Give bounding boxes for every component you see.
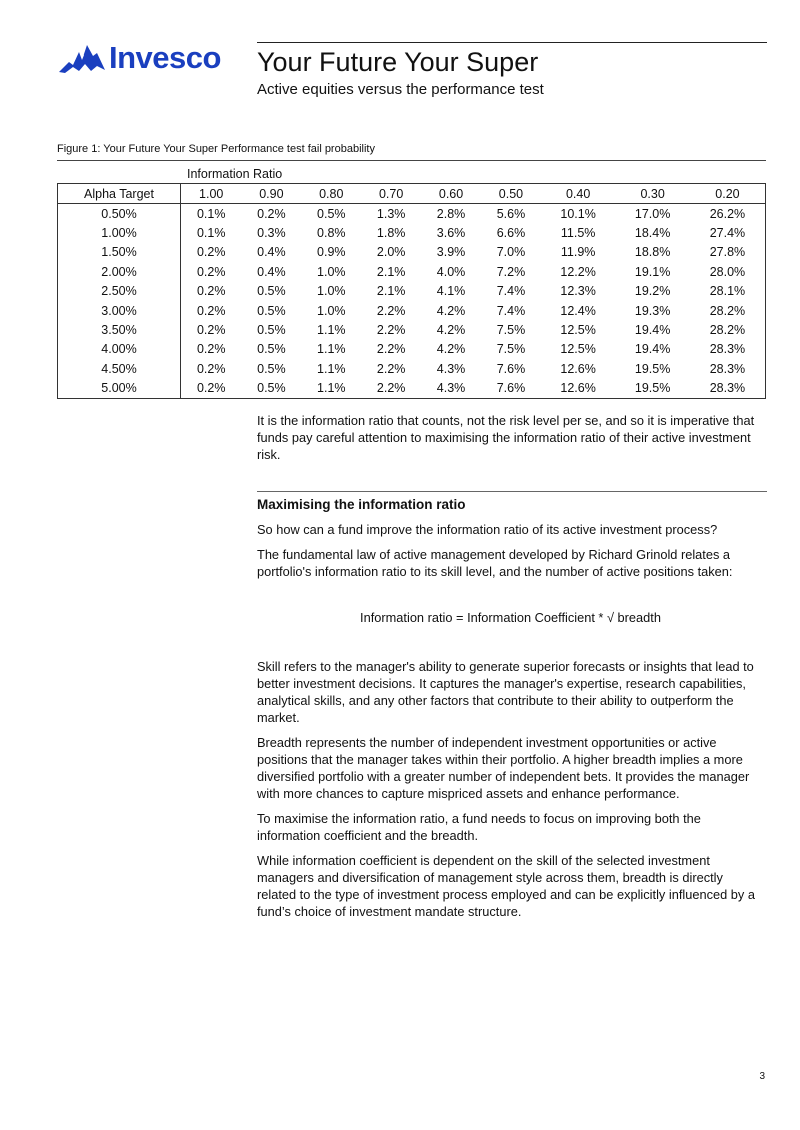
- probability-cell: 7.4%: [496, 303, 526, 318]
- probability-cell: 0.1%: [196, 226, 226, 241]
- ir-column-header: 0.60: [421, 184, 481, 204]
- probability-cell: 6.6%: [496, 226, 526, 241]
- probability-cell: 28.1%: [690, 282, 766, 301]
- probability-cell: 4.2%: [436, 303, 466, 318]
- probability-cell: 7.5%: [496, 342, 526, 357]
- section-heading: Maximising the information ratio: [257, 497, 466, 512]
- intro-paragraph: It is the information ratio that counts, not the risk level per se, and so it is imperative that funds pay careful attention to maximising the information ratio of their active investment risk.: [257, 413, 755, 462]
- alpha-target-cell: 3.00%: [58, 301, 181, 320]
- table-row: [58, 223, 766, 242]
- probability-cell: 5.6%: [496, 206, 526, 221]
- probability-cell: 1.3%: [376, 206, 406, 221]
- logo-wordmark: Invesco: [109, 40, 221, 75]
- probability-cell: 19.5%: [634, 361, 671, 376]
- probability-cell: 1.1%: [317, 361, 346, 376]
- probability-cell: 7.0%: [496, 245, 526, 260]
- probability-cell: 18.4%: [634, 226, 671, 241]
- probability-cell: 0.8%: [317, 226, 346, 241]
- probability-cell: 7.5%: [496, 323, 526, 338]
- probability-cell: 28.2%: [690, 320, 766, 339]
- probability-cell: 0.3%: [257, 226, 286, 241]
- probability-cell: 11.5%: [560, 226, 596, 241]
- probability-cell: 0.5%: [257, 361, 286, 376]
- table-row: [58, 204, 766, 224]
- section-intro: [257, 521, 764, 588]
- probability-cell: 4.0%: [436, 264, 466, 279]
- probability-cell: 12.2%: [560, 264, 596, 279]
- probability-cell: 0.1%: [196, 206, 226, 221]
- probability-cell: 19.1%: [634, 264, 671, 279]
- table-header-row: [58, 184, 766, 204]
- probability-cell: 3.9%: [436, 245, 466, 260]
- page-number: 3: [759, 1071, 765, 1082]
- ir-column-header: 0.20: [690, 184, 766, 204]
- probability-cell: 0.2%: [181, 379, 242, 399]
- ir-column-header: 0.40: [541, 184, 616, 204]
- paragraph-1: So how can a fund improve the information ratio of its active investment process?: [257, 522, 718, 537]
- probability-cell: 4.3%: [436, 361, 466, 376]
- probability-cell: 7.2%: [496, 264, 526, 279]
- probability-cell: 12.5%: [560, 323, 596, 338]
- probability-cell: 2.2%: [376, 323, 406, 338]
- alpha-target-cell: 0.50%: [58, 204, 181, 224]
- table-row: [58, 243, 766, 262]
- probability-cell: 26.2%: [690, 204, 766, 224]
- ir-column-header: 0.90: [241, 184, 301, 204]
- section-rule: [257, 491, 767, 492]
- alpha-target-cell: 1.00%: [58, 223, 181, 242]
- probability-cell: 19.4%: [634, 342, 671, 357]
- probability-cell: 7.6%: [496, 361, 526, 376]
- probability-cell: 0.5%: [257, 284, 286, 299]
- ir-column-header: 0.50: [481, 184, 541, 204]
- probability-cell: 2.2%: [376, 342, 406, 357]
- alpha-target-cell: 4.00%: [58, 340, 181, 359]
- page-title: Your Future Your Super: [257, 47, 539, 77]
- page-subtitle: Active equities versus the performance test: [257, 81, 544, 98]
- paragraph-6: While information coefficient is dependent on the skill of the selected investment managers and diversification of management style across them, breadth is directly related to the type of investment process employed and can be explicitly influenced by a fund’s choice of investment mandate structure.: [257, 853, 755, 919]
- paragraph-2: The fundamental law of active management developed by Richard Grinold relates a portfolio's information ratio to its skill level, and the number of active positions taken:: [257, 547, 733, 579]
- probability-cell: 0.2%: [196, 342, 226, 357]
- alpha-target-cell: 1.50%: [58, 243, 181, 262]
- probability-cell: 28.3%: [690, 359, 766, 378]
- table-row: [58, 340, 766, 359]
- probability-cell: 1.1%: [301, 379, 361, 399]
- table-row: [58, 262, 766, 281]
- probability-cell: 2.8%: [436, 206, 466, 221]
- probability-cell: 1.1%: [317, 342, 346, 357]
- probability-cell: 28.3%: [690, 379, 766, 399]
- probability-cell: 2.2%: [376, 303, 406, 318]
- table-row: [58, 379, 766, 399]
- probability-cell: 4.1%: [436, 284, 466, 299]
- probability-cell: 0.2%: [196, 264, 226, 279]
- probability-cell: 0.2%: [196, 323, 226, 338]
- probability-cell: 0.5%: [241, 379, 301, 399]
- probability-cell: 27.8%: [690, 243, 766, 262]
- alpha-target-header: Alpha Target: [58, 184, 181, 204]
- probability-cell: 7.6%: [481, 379, 541, 399]
- paragraph-3: Skill refers to the manager's ability to generate superior forecasts or insights that lead to better investment decisions. It captures the manager's expertise, research capabilities, analytical skills, and any other factors that contribute to their ability to outperform the market.: [257, 659, 754, 725]
- probability-cell: 1.0%: [317, 284, 346, 299]
- probability-cell: 28.2%: [690, 301, 766, 320]
- probability-cell: 19.5%: [615, 379, 690, 399]
- section-body: [257, 658, 764, 928]
- probability-cell: 1.0%: [317, 303, 346, 318]
- probability-cell: 0.2%: [196, 303, 226, 318]
- paragraph-4: Breadth represents the number of independent investment opportunities or active positions that the manager takes within their portfolio. A higher breadth implies a more diversified portfolio with a greater number of independent bets. It provides the manager with more chances to capture mispriced assets and enhance performance.: [257, 735, 750, 801]
- probability-cell: 4.2%: [436, 323, 466, 338]
- probability-cell: 12.4%: [560, 303, 596, 318]
- probability-cell: 10.1%: [560, 206, 596, 221]
- table-row: [58, 301, 766, 320]
- table-row: [58, 320, 766, 339]
- probability-cell: 12.5%: [560, 342, 596, 357]
- figure-caption: Figure 1: Your Future Your Super Performance test fail probability: [57, 143, 375, 155]
- probability-cell: 4.3%: [421, 379, 481, 399]
- probability-cell: 0.9%: [317, 245, 346, 260]
- probability-cell: 0.5%: [257, 342, 286, 357]
- probability-cell: 1.0%: [317, 264, 346, 279]
- probability-cell: 12.6%: [541, 379, 616, 399]
- probability-cell: 27.4%: [690, 223, 766, 242]
- probability-cell: 12.3%: [560, 284, 596, 299]
- header-rule: [257, 42, 767, 43]
- ir-column-header: 1.00: [181, 184, 242, 204]
- probability-cell: 0.5%: [257, 323, 286, 338]
- table-row: [58, 282, 766, 301]
- invesco-logo: [57, 40, 221, 76]
- mountain-logo-icon: [57, 40, 107, 76]
- probability-cell: 17.0%: [634, 206, 671, 221]
- probability-cell: 4.2%: [436, 342, 466, 357]
- probability-cell: 2.1%: [376, 264, 406, 279]
- probability-cell: 19.2%: [634, 284, 671, 299]
- alpha-target-cell: 5.00%: [58, 379, 181, 399]
- intro-text: [257, 412, 764, 471]
- figure-rule: [57, 160, 766, 161]
- formula: Information ratio = Information Coefficient * √ breadth: [360, 610, 661, 625]
- probability-cell: 1.8%: [376, 226, 406, 241]
- ir-column-header: 0.30: [615, 184, 690, 204]
- table-body: [58, 204, 766, 399]
- probability-cell: 0.5%: [317, 206, 346, 221]
- probability-cell: 0.2%: [257, 206, 286, 221]
- probability-cell: 0.2%: [196, 284, 226, 299]
- alpha-target-cell: 2.00%: [58, 262, 181, 281]
- ir-column-header: 0.80: [301, 184, 361, 204]
- probability-cell: 19.4%: [634, 323, 671, 338]
- paragraph-5: To maximise the information ratio, a fund needs to focus on improving both the information coefficient and the breadth.: [257, 811, 701, 843]
- probability-cell: 12.6%: [560, 361, 596, 376]
- probability-cell: 2.2%: [376, 361, 406, 376]
- probability-cell: 0.2%: [196, 361, 226, 376]
- probability-cell: 0.4%: [257, 245, 286, 260]
- probability-cell: 19.3%: [634, 303, 671, 318]
- probability-cell: 28.3%: [690, 340, 766, 359]
- ir-column-header: 0.70: [361, 184, 421, 204]
- fail-probability-table: [57, 183, 766, 399]
- probability-cell: 3.6%: [436, 226, 466, 241]
- probability-cell: 0.5%: [257, 303, 286, 318]
- table-row: [58, 359, 766, 378]
- information-ratio-group-label: Information Ratio: [187, 167, 283, 181]
- probability-cell: 0.2%: [196, 245, 226, 260]
- probability-cell: 2.2%: [361, 379, 421, 399]
- probability-cell: 7.4%: [496, 284, 526, 299]
- alpha-target-cell: 4.50%: [58, 359, 181, 378]
- probability-cell: 2.1%: [376, 284, 406, 299]
- probability-cell: 18.8%: [634, 245, 671, 260]
- probability-cell: 11.9%: [560, 245, 596, 260]
- probability-cell: 28.0%: [690, 262, 766, 281]
- probability-cell: 0.4%: [257, 264, 286, 279]
- alpha-target-cell: 2.50%: [58, 282, 181, 301]
- probability-cell: 2.0%: [376, 245, 406, 260]
- probability-cell: 1.1%: [317, 323, 346, 338]
- alpha-target-cell: 3.50%: [58, 320, 181, 339]
